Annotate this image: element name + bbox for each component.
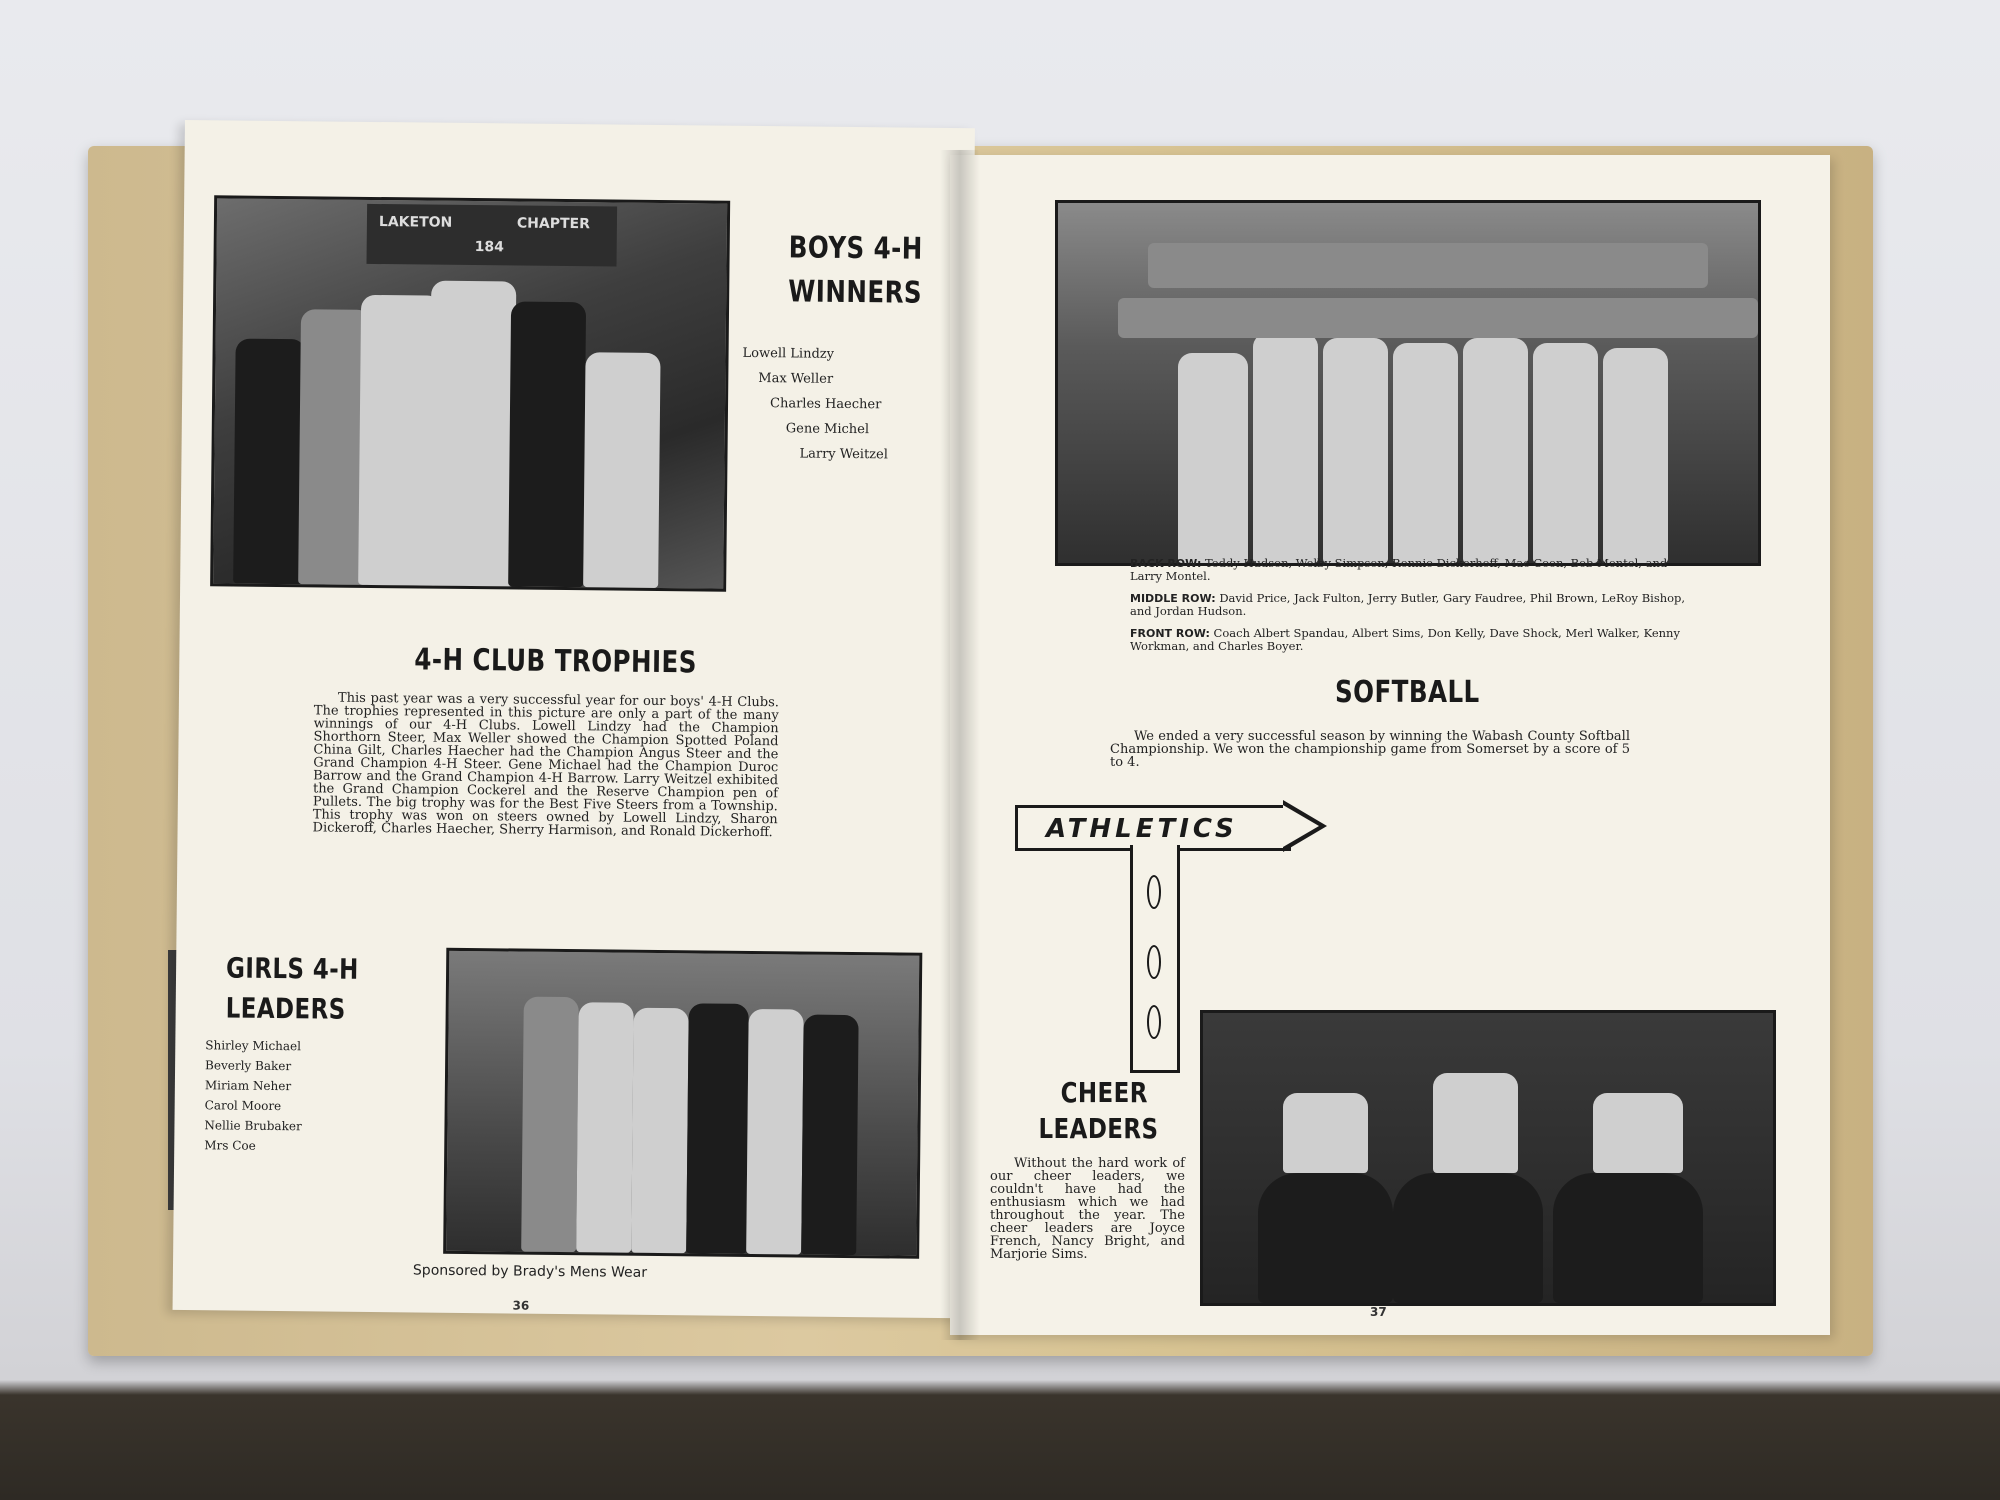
cheer-text: Without the hard work of our cheer leaders, we couldn't have had the enthusiasm which we had throughout the year. The cheer leaders are Joyce French, Nancy Bright, and Marjorie Sims.	[990, 1156, 1185, 1262]
page-number-right: 37	[1370, 1305, 1387, 1319]
softball-caption-middle	[1130, 592, 1700, 617]
boys-4h-title	[788, 226, 923, 315]
boys-title-line1: BOYS 4-H	[788, 230, 923, 267]
sign-arrow-inner	[1283, 805, 1319, 847]
girls-title-line1: GIRLS 4-H	[225, 951, 359, 986]
cheer-title-line1: CHEER	[1060, 1076, 1148, 1109]
boys-name: Larry Weitzel	[799, 446, 888, 463]
boys-title-line2: WINNERS	[788, 274, 923, 311]
front-row-label: FRONT ROW:	[1130, 627, 1210, 640]
boys-name: Max Weller	[758, 371, 834, 387]
back-row-names: Teddy Hudson, Welby Simpson, Ronnie Dickerhoff, Mac Coon, Bob Montel, and Larry Montel.	[1130, 556, 1668, 583]
boys-names-list	[741, 341, 889, 468]
girls-name: Mrs Coe	[204, 1138, 256, 1153]
girls-name: Carol Moore	[204, 1098, 282, 1114]
girls-name: Beverly Baker	[205, 1058, 292, 1074]
banner-right-text: CHAPTER	[516, 215, 590, 233]
girls-4h-photo	[443, 948, 922, 1259]
chapter-banner	[367, 204, 618, 267]
softball-title: SOFTBALL	[1335, 675, 1480, 710]
softball-text: We ended a very successful season by winning the Wabash County Softball Championship. We won the championship game from Somerset by a score of 5 to 4.	[1110, 729, 1630, 770]
right-page	[950, 155, 1830, 1335]
girls-names-list	[204, 1035, 303, 1156]
girls-4h-title	[225, 948, 358, 1029]
girls-name: Shirley Michael	[205, 1038, 302, 1054]
athletics-sign-post	[1130, 845, 1180, 1073]
page-number-left: 36	[512, 1298, 530, 1313]
left-page	[173, 120, 975, 1318]
girls-name: Nellie Brubaker	[204, 1118, 302, 1134]
boys-name: Lowell Lindzy	[742, 345, 835, 362]
front-row-names: Coach Albert Spandau, Albert Sims, Don Kelly, Dave Shock, Merl Walker, Kenny Workman, and Charles Boyer.	[1130, 626, 1680, 653]
sponsor-line: Sponsored by Brady's Mens Wear	[412, 1262, 648, 1281]
trophies-title: 4-H CLUB TROPHIES	[414, 642, 698, 681]
athletics-sign-text: ATHLETICS	[1046, 814, 1238, 844]
middle-row-names: David Price, Jack Fulton, Jerry Butler, Gary Faudree, Phil Brown, LeRoy Bishop, and Jordan Hudson.	[1130, 591, 1686, 618]
softball-team-photo	[1055, 200, 1761, 566]
banner-number: 184	[474, 239, 505, 256]
middle-row-label: MIDDLE ROW:	[1130, 592, 1216, 605]
softball-caption-back	[1130, 557, 1700, 582]
back-row-label: BACK ROW:	[1130, 557, 1202, 570]
softball-caption-front	[1130, 627, 1700, 652]
cheer-leaders-photo	[1200, 1010, 1776, 1306]
cheer-title-line2: LEADERS	[1038, 1112, 1159, 1145]
boys-4h-photo	[210, 195, 730, 591]
trophies-text: This past year was a very successful year for our boys' 4-H Clubs. The trophies represented in this picture are only a part of the many winnings of our 4-H Clubs. Lowell Lindzy had the Champion Shorthorn Steer, Max Weller showed the Champion Spotted Poland China Gilt, Charles Haecher had the Champion Angus Steer and the Grand Champion 4-H Steer. Gene Michael had the Champion Duroc Barrow and the Grand Champion 4-H Barrow. Larry Weitzel exhibited the Grand Champion Cockerel and the Reserve Champion pen of Pullets. The big trophy was for the Best Five Steers from a Township. This trophy was won on steers owned by Lowell Lindzy, Sharon Dickeroff, Charles Haecher, Sherry Harmison, and Ronald Dickerhoff.	[312, 690, 780, 841]
cheer-leaders-title	[1038, 1075, 1159, 1147]
girls-name: Miriam Neher	[204, 1078, 292, 1094]
boys-name: Gene Michel	[785, 421, 870, 438]
girls-title-line2: LEADERS	[225, 991, 346, 1026]
banner-left-text: LAKETON	[378, 214, 453, 231]
boys-name: Charles Haecher	[769, 396, 882, 413]
book-spine	[940, 150, 980, 1340]
